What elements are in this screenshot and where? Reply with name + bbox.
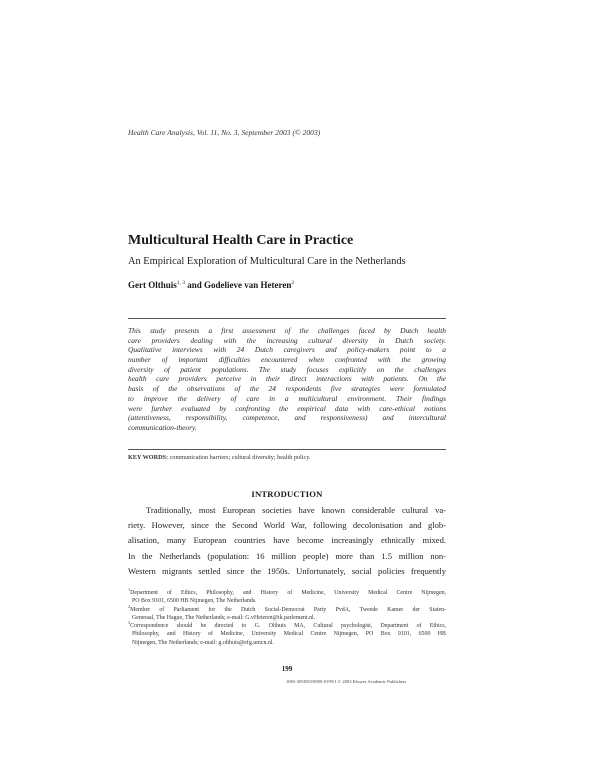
abstract-line: basis of the observations of the 24 respondents five strategies were formulated — [128, 384, 446, 394]
footnote-text: Member of Parliament for the Dutch Social-Democrat Party PvdA, Tweede Kamer der Staten- — [130, 606, 446, 613]
abstract-bottom-rule — [128, 449, 446, 450]
journal-citation: Health Care Analysis, Vol. 11, No. 3, September 2003 (© 2003) — [128, 128, 321, 137]
abstract-line: were further evaluated by confronting the empirical data with care-ethical notions — [128, 403, 446, 413]
footnote-marker: 3 — [128, 620, 131, 626]
footnote-marker: 1 — [128, 587, 131, 593]
footnote-text: Department of Ethics, Philosophy, and History of Medicine, University Medical Centre Nijmegen, — [130, 590, 446, 596]
abstract-line: This study presents a first assessment of the challenges faced by Dutch health — [128, 326, 446, 335]
footnote-line: Nijmegen, The Netherlands; e-mail: g.olthuis@efg.umcn.nl. — [132, 639, 274, 646]
body-line: Western migrants settled since the 1950s. Unfortunately, social policies frequently — [128, 565, 446, 576]
abstract-line: diversity of patient populations. The study focuses explicitly on the challenges — [128, 364, 446, 374]
abstract-line: to improve the delivery of care in a multicultural environment. Their findings — [128, 393, 446, 403]
keywords — [128, 454, 310, 461]
footnote-text: Correspondence should be directed to G. Olthuis MA, Cultural psychologist, Department of Ethics, — [130, 623, 446, 629]
section-heading-introduction: INTRODUCTION — [251, 489, 323, 499]
article-subtitle: An Empirical Exploration of Multicultural Care in the Netherlands — [128, 256, 406, 267]
abstract-top-rule — [128, 318, 446, 319]
footnote-line — [128, 589, 446, 597]
footnote-line: Philosophy, and History of Medicine, University Medical Centre Nijmegen, PO Box 9101, 6500 HB — [132, 631, 446, 638]
abstract-line: care providers dealing with the increasing cultural diversity in Dutch society. — [128, 335, 446, 345]
keywords-text: communication barriers; cultural diversity; health policy. — [169, 454, 311, 461]
author-list — [128, 280, 294, 290]
author-name-connector: and Godelieve van Heteren — [187, 280, 292, 290]
footnote-line — [128, 622, 446, 630]
body-line: alisation, many European countries have become increasingly ethnically mixed. — [128, 535, 446, 546]
abstract-line: number of important difficulties encountered when confronted with the growing — [128, 355, 446, 365]
author-affiliation-marker: 2 — [291, 280, 295, 286]
copyright-notice: 1065-3058/03/0900-0199/1 © 2003 Kluwer Academic Publishers — [286, 679, 407, 684]
abstract — [128, 326, 446, 433]
footnote-marker: 2 — [128, 603, 131, 609]
introduction-paragraph — [128, 503, 446, 579]
keywords-label: KEY WORDS: — [128, 454, 169, 461]
body-line: Traditionally, most European societies have known considerable cultural va- — [146, 505, 446, 515]
abstract-line: (attentiveness, responsibility, competence, and responsiveness) and intercultural — [128, 413, 446, 423]
author-affiliation-marker: 1, 3 — [176, 280, 185, 286]
page-number: 199 — [281, 665, 293, 673]
abstract-line: Qualitative interviews with 24 Dutch caregivers and policy-makers point to a — [128, 345, 446, 355]
footnote-line — [128, 603, 446, 614]
abstract-line: health care providers perceive in their direct interactions with patients. On the — [128, 374, 446, 384]
article-title: Multicultural Health Care in Practice — [128, 233, 354, 248]
footnotes — [128, 589, 446, 647]
footnote-line: PO Box 9101, 6500 HB Nijmegen, The Netherlands. — [132, 598, 257, 605]
footnote — [128, 589, 446, 606]
footnote-line: Generaal, The Hague, The Netherlands; e-mail: G.vHeteren@tk.parlement.nl. — [132, 614, 316, 621]
footnote — [128, 622, 446, 647]
author-name: Gert Olthuis — [128, 280, 177, 290]
abstract-line: communication-theory. — [128, 422, 197, 432]
body-line: riety. However, since the Second World War, following decolonisation and glob- — [128, 520, 446, 531]
body-line: In the Netherlands (population: 16 million people) more than 1.5 million non- — [128, 550, 446, 561]
